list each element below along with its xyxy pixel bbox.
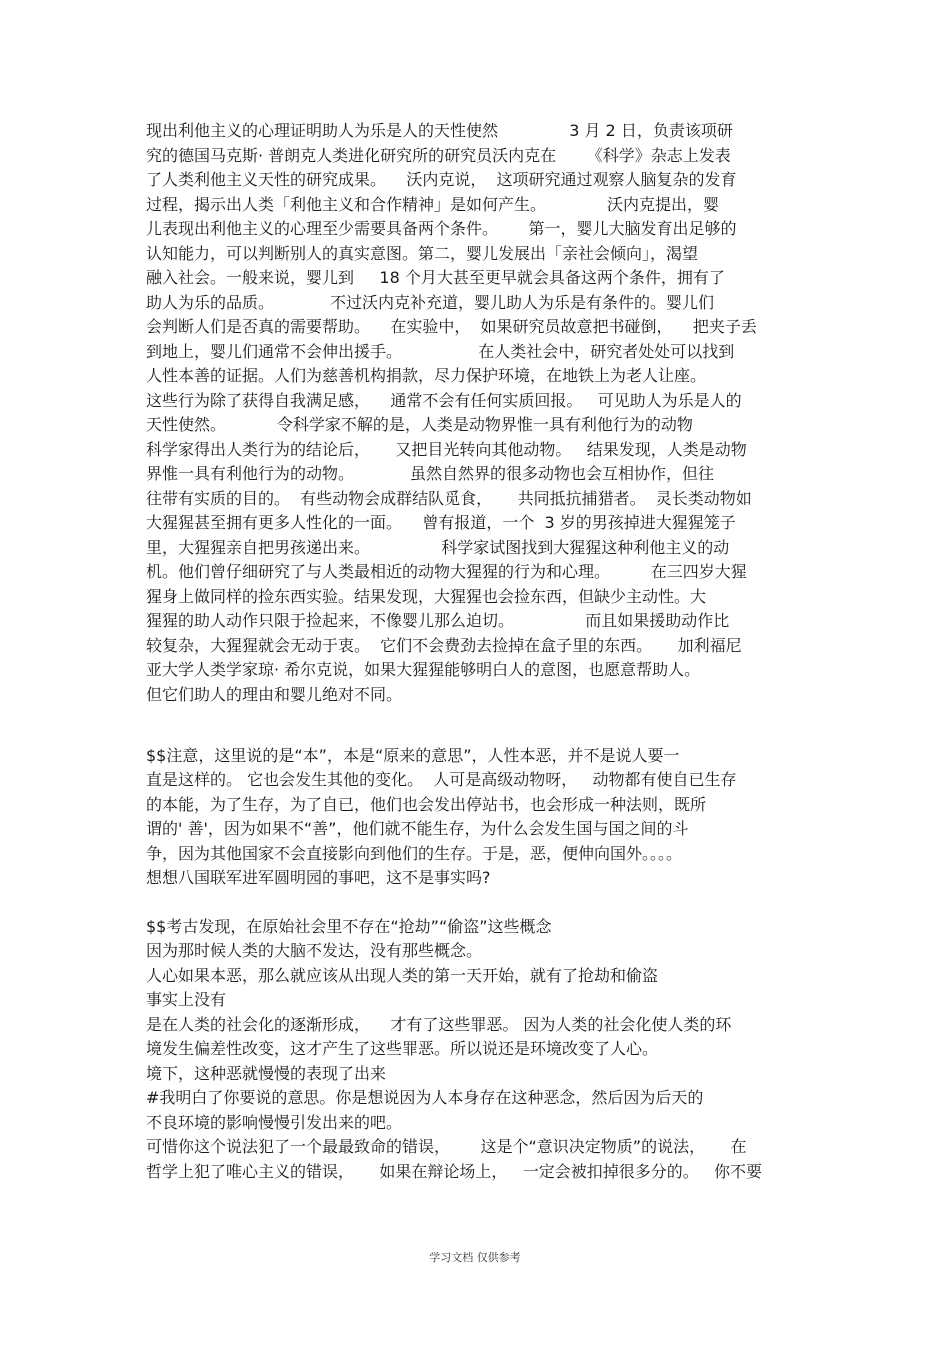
text-line: 助人为乐的品质。 不过沃内克补充道，婴儿助人为乐是有条件的。婴儿们: [146, 292, 714, 312]
text-line: 天性使然。 令科学家不解的是，人类是动物界惟一具有利他行为的动物: [146, 415, 693, 434]
text-line: 但它们助人的理由和婴儿绝对不同。: [146, 684, 403, 704]
text-line: 往带有实质的目的。 有些动物会成群结队觅食， 共同抵抗捕猎者。 灵长类动物如: [146, 488, 752, 508]
text-line: 事实上没有: [146, 990, 227, 1009]
paragraph-spacer: [146, 891, 826, 915]
text-line: $$考古发现，在原始社会里不存在“抢劫”“偷盗”这些概念: [146, 916, 552, 936]
text-line: 直是这样的。 它也会发生其他的变化。 人可是高级动物呀， 动物都有使自已生存: [146, 770, 737, 789]
text-line: 认知能力，可以判断别人的真实意图。第二，婴儿发展出「亲社会倾向」，渴望: [146, 243, 699, 263]
text-line: #我明白了你要说的意思。你是想说因为人本身存在这种恶念，然后因为后天的: [146, 1088, 704, 1107]
text-line: 科学家得出人类行为的结论后， 又把目光转向其他动物。 结果发现，人类是动物: [146, 439, 747, 459]
text-line: 境发生偏差性改变，这才产生了这些罪恶。所以说还是环境改变了人心。: [146, 1039, 659, 1058]
text-line: 大猩猩甚至拥有更多人性化的一面。 曾有报道，一个 3 岁的男孩掉进大猩猩笼子: [146, 513, 736, 532]
text-line: 过程，揭示出人类「利他主义和合作精神」是如何产生。 沃内克提出，婴: [146, 194, 720, 214]
text-line: 猩猩的助人动作只限于捡起来，不像婴儿那么迫切。 而且如果援助动作比: [146, 611, 730, 630]
text-line: 了人类利他主义天性的研究成果。 沃内克说， 这项研究通过观察人脑复杂的发育: [146, 170, 737, 189]
text-line: 的本能，为了生存，为了自已，他们也会发出停站书，也会形成一种法则，既所: [146, 794, 707, 814]
text-line: 儿表现出利他主义的心理至少需要具备两个条件。 第一，婴儿大脑发育出足够的: [146, 219, 737, 238]
document-body: [146, 119, 826, 1184]
text-line: 争，因为其他国家不会直接影向到他们的生存。于是，恶，便伸向国外。。。。: [146, 843, 683, 863]
paragraph-spacer: [146, 707, 826, 744]
text-line: 机。他们曾仔细研究了与人类最相近的动物大猩猩的行为和心理。 在三四岁大猩: [146, 562, 747, 581]
text-line: 是在人类的社会化的逐渐形成， 才有了这些罪恶。 因为人类的社会化使人类的环: [146, 1014, 732, 1034]
text-line: 猩身上做同样的捡东西实验。结果发现，大猩猩也会捡东西，但缺少主动性。大: [146, 586, 707, 606]
text-line: 想想八国联军进军圆明园的事吧，这不是事实吗?: [146, 868, 491, 887]
text-line: $$注意，这里说的是“本”，本是“原来的意思”，人性本恶，并不是说人要一: [146, 745, 680, 765]
text-line: 可惜你这个说法犯了一个最最致命的错误， 这是个“意识决定物质”的说法， 在: [146, 1137, 747, 1156]
text-line: 这些行为除了获得自我满足感， 通常不会有任何实质回报。 可见助人为乐是人的: [146, 390, 742, 410]
text-line: 较复杂，大猩猩就会无动于衷。 它们不会费劲去捡掉在盒子里的东西。 加利福尼: [146, 635, 742, 655]
text-line: 现出利他主义的心理证明助人为乐是人的天性使然 3 月 2 日，负责该项研: [146, 121, 733, 140]
text-line: 究的德国马克斯· 普朗克人类进化研究所的研究员沃内克在 《科学》杂志上发表: [146, 145, 731, 165]
text-line: 亚大学人类学家琼· 希尔克说，如果大猩猩能够明白人的意图，也愿意帮助人。: [146, 660, 701, 679]
section-comment-archaeology: [146, 915, 826, 1185]
text-line: 境下，这种恶就慢慢的表现了出来: [146, 1063, 387, 1083]
text-line: 界惟一具有利他行为的动物。 虽然自然界的很多动物也会互相协作，但往: [146, 464, 714, 483]
section-altruism-research: [146, 119, 826, 707]
text-line: 到地上，婴儿们通常不会伸出援手。 在人类社会中，研究者处处可以找到: [146, 341, 735, 361]
text-line: 哲学上犯了唯心主义的错误， 如果在辩论场上， 一定会被扣掉很多分的。 你不要: [146, 1161, 762, 1181]
text-line: 不良环境的影响慢慢引发出来的吧。: [146, 1112, 403, 1132]
text-line: 人性本善的证据。人们为慈善机构捐款，尽力保护环境，在地铁上为老人让座。: [146, 366, 707, 385]
text-line: 里，大猩猩亲自把男孩递出来。 科学家试图找到大猩猩这种利他主义的动: [146, 537, 730, 557]
section-comment-evil-nature: [146, 744, 826, 891]
text-line: 会判断人们是否真的需要帮助。 在实验中， 如果研究员故意把书碰倒， 把夹子丢: [146, 317, 757, 336]
text-line: 融入社会。一般来说，婴儿到 18 个月大甚至更早就会具备这两个条件，拥有了: [146, 268, 725, 287]
page-footer: 学习文档 仅供参考: [429, 1251, 521, 1264]
text-line: 因为那时候人类的大脑不发达，没有那些概念。: [146, 941, 483, 960]
text-line: 人心如果本恶，那么就应该从出现人类的第一天开始，就有了抢劫和偷盗: [146, 965, 659, 985]
text-line: 谓的' 善'，因为如果不“善”，他们就不能生存，为什么会发生国与国之间的斗: [146, 819, 689, 838]
